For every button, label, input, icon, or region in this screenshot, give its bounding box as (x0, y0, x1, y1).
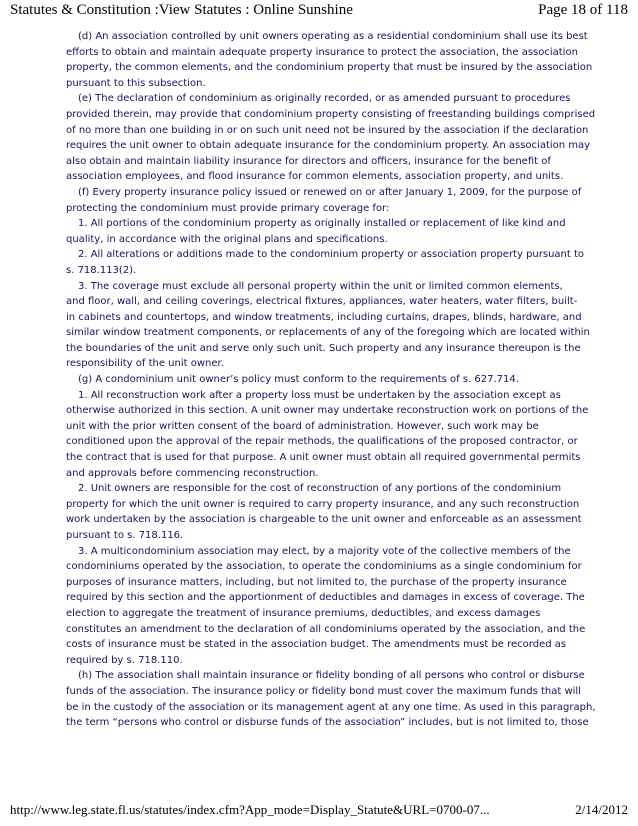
statute-paragraph (66, 216, 566, 247)
text-line: required by s. 718.110. (66, 654, 183, 666)
text-line: similar window treatment components, or replacements of any of the foregoing which are located within (66, 327, 590, 339)
text-line: (d) An association controlled by unit owners operating as a residential condominium shall use its best (78, 31, 588, 42)
text-line: the contract that is used for that purpose. A unit owner must obtain all required governmental permits (66, 452, 581, 464)
text-line: in cabinets and countertops, and window treatments, including curtains, drapes, blinds, hardware, and (66, 311, 582, 323)
text-line: (g) A condominium unit owner’s policy must conform to the requirements of s. 627.714. (78, 374, 519, 386)
text-line: s. 718.113(2). (66, 264, 137, 276)
text-line: of no more than one building in or on such unit need not be insured by the association if the declaration (66, 124, 589, 136)
text-line: election to aggregate the treatment of insurance premiums, deductibles, and excess damages (66, 607, 541, 619)
statute-text (66, 29, 596, 731)
text-line: quality, in accordance with the original plans and specifications. (66, 233, 388, 245)
text-line: 2. All alterations or additions made to the condominium property or association property pursuant to (78, 249, 585, 261)
text-line: the boundaries of the unit and serve only such unit. Such property and any insurance thereupon is the (66, 342, 581, 354)
text-line: 2. Unit owners are responsible for the cost of reconstruction of any portions of the condominium (78, 483, 562, 495)
footer-url[interactable]: http://www.leg.state.fl.us/statutes/index.cfm?App_mode=Display_Statute&URL=0700-07... (10, 802, 490, 817)
statute-paragraph (66, 544, 586, 669)
statute-paragraph (66, 91, 596, 185)
text-line: otherwise authorized in this section. A unit owner may undertake reconstruction work on portions of the (66, 405, 589, 417)
header-title: Statutes & Constitution :View Statutes : Online Sunshine (10, 2, 353, 18)
text-line: (h) The association shall maintain insurance or fidelity bonding of all persons who control or disburse (78, 670, 585, 682)
text-line: 1. All portions of the condominium property as originally installed or replacement of like kind and (78, 218, 566, 230)
text-line: funds of the association. The insurance policy or fidelity bond must cover the maximum funds that will (66, 685, 581, 697)
text-line: property, the common elements, and the condominium property that must be insured by the association (66, 62, 593, 74)
statute-paragraph (66, 279, 590, 373)
statute-paragraph (66, 388, 589, 482)
statute-paragraph (66, 372, 566, 388)
text-line: 1. All reconstruction work after a property loss must be undertaken by the association except as (78, 389, 561, 401)
text-line: and floor, wall, and ceiling coverings, electrical fixtures, appliances, water heaters, water filters, built- (66, 296, 578, 308)
text-line: efforts to obtain and maintain adequate property insurance to protect the association, the association (66, 46, 578, 58)
text-line: conditioned upon the approval of the repair methods, the qualifications of the proposed contractor, or (66, 436, 578, 448)
text-line: purposes of insurance matters, including, but not limited to, the purchase of the property insurance (66, 576, 567, 588)
text-line: constitutes an amendment to the declaration of all condominiums operated by the association, and the (66, 623, 586, 635)
text-line: also obtain and maintain liability insurance for directors and officers, insurance for the benefit of (66, 155, 551, 167)
text-line: provided therein, may provide that condominium property consisting of freestanding buildings comprised (66, 108, 596, 120)
footer-date: 2/14/2012 (575, 802, 628, 817)
text-line: requires the unit owner to obtain adequate insurance for the condominium property. An association may (66, 140, 591, 152)
text-line: 3. A multicondominium association may elect, by a majority vote of the collective members of the (78, 545, 571, 557)
statute-paragraph (66, 481, 582, 543)
statute-paragraph (66, 668, 596, 730)
text-line: costs of insurance must be stated in the association budget. The amendments must be recorded as (66, 639, 567, 651)
text-line: condominiums operated by the association, to operate the condominiums as a single condominium for (66, 561, 582, 573)
text-line: pursuant to s. 718.116. (66, 530, 184, 541)
statute-paragraph (66, 185, 582, 216)
text-line: association employees, and flood insurance for common elements, association property, and units. (66, 171, 564, 183)
text-line: be in the custody of the association or its management agent at any one time. As used in this paragraph, (66, 701, 596, 713)
text-line: work undertaken by the association is chargeable to the unit owner and enforceable as an assessment (66, 514, 582, 526)
text-line: 3. The coverage must exclude all personal property within the unit or limited common elements, (78, 280, 563, 292)
text-line: required by this section and the apportionment of deductibles and damages in excess of coverage. The (66, 592, 585, 604)
text-line: property for which the unit owner is required to carry property insurance, and any such reconstruction (66, 498, 580, 510)
text-line: responsibility of the unit owner. (66, 358, 224, 370)
text-line: and approvals before commencing reconstruction. (66, 467, 319, 479)
page-footer (10, 802, 628, 820)
text-line: (f) Every property insurance policy issued or renewed on or after January 1, 2009, for the purpose of (78, 186, 582, 198)
text-line: pursuant to this subsection. (66, 77, 206, 89)
text-line: protecting the condominium must provide primary coverage for: (66, 202, 390, 214)
statute-paragraph (66, 29, 593, 91)
statute-paragraph (66, 247, 585, 278)
text-line: (e) The declaration of condominium as originally recorded, or as amended pursuant to procedures (78, 93, 571, 105)
page-number: Page 18 of 118 (538, 2, 628, 18)
text-line: unit with the prior written consent of the board of administration. However, such work may be (66, 420, 539, 432)
page-header (10, 2, 628, 22)
text-line: the term “persons who control or disburse funds of the association” includes, but is not limited to, those (66, 717, 589, 729)
